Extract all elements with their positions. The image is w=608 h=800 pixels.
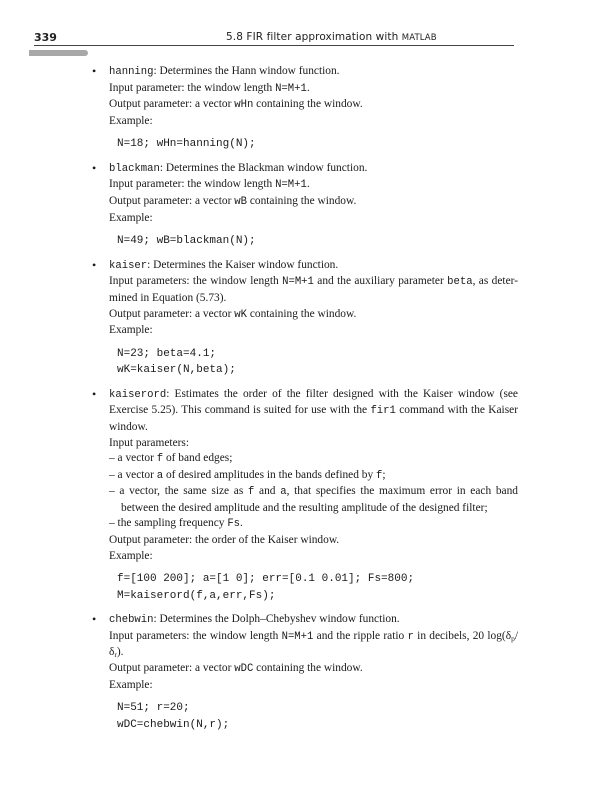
input-text: Input parameters: the window length (109, 629, 282, 642)
dash: – (109, 485, 115, 498)
output-text: Output parameter: a vector (109, 307, 235, 320)
output-line (109, 97, 518, 114)
item-text: the sampling frequency (114, 517, 228, 530)
code-block (117, 346, 518, 379)
subscript-p: p (511, 633, 515, 643)
entry-heading (109, 612, 518, 629)
code-block (117, 700, 518, 733)
list-item (109, 516, 518, 533)
bullet-icon: • (92, 64, 97, 78)
input-mid: and the ripple ratio (313, 629, 408, 642)
entry-heading (109, 64, 518, 81)
output-line (109, 307, 518, 324)
output-var: wHn (234, 99, 254, 112)
output-text: Output parameter: a vector (109, 662, 235, 675)
code-line: wK=kaiser(N,beta); (117, 364, 236, 377)
item-var: a (280, 486, 287, 499)
input-var: N=M+1 (281, 630, 314, 643)
dash: – (109, 517, 115, 530)
dash: – (109, 468, 115, 481)
input-label: Input parameters: (109, 436, 190, 449)
entry-kaiserord (92, 387, 518, 605)
input-line (109, 177, 518, 194)
header-rule (34, 45, 514, 46)
output-suffix: containing the window. (246, 195, 357, 208)
output-var: wB (234, 196, 247, 209)
command-name: blackman (109, 162, 160, 175)
output-line: Output parameter: the order of the Kaiser window. (109, 534, 340, 547)
input-mid2: in decibels, 20 log(δ (413, 629, 512, 642)
code-line: f=[100 200]; a=[1 0]; err=[0.1 0.01]; Fs=800; (117, 573, 415, 586)
running-head (226, 31, 437, 43)
input-var: N=M+1 (282, 276, 314, 289)
input-suffix: . (306, 81, 310, 94)
code-line: N=51; r=20; (117, 702, 190, 715)
input-text: Input parameter: the window length (109, 178, 276, 191)
item-var: a (156, 469, 164, 482)
command-description: : Determines the Dolph–Chebyshev window function. (153, 613, 400, 626)
running-head-matlab: MATLAB (401, 33, 437, 43)
item-var: f (156, 453, 164, 466)
item-text: a vector, the same size as (114, 485, 248, 498)
command-name: kaiserord (109, 388, 167, 401)
item-text: a vector (114, 468, 157, 481)
code-line: N=23; beta=4.1; (117, 347, 217, 360)
page-header (34, 31, 514, 47)
output-suffix: containing the window. (246, 307, 357, 320)
entry-kaiser (92, 258, 518, 379)
delta-ratio: /δ (109, 629, 519, 659)
output-var: wDC (234, 663, 254, 676)
item-text: , that specifies the maximum error in each band between the desired amplitude and the resulting amplitude of the designed filter; (121, 485, 518, 514)
chapter-thumb-tab (29, 50, 88, 56)
input-var-beta: beta (447, 276, 473, 289)
command-description-end: command with the Kaiser window. (109, 404, 519, 433)
dash: – (109, 452, 115, 465)
example-label: Example: (109, 549, 153, 562)
entry-heading (109, 161, 518, 178)
input-suffix: . (306, 178, 310, 191)
command-description: : Determines the Hann window function. (153, 65, 340, 77)
command-description: : Determines the Kaiser window function. (147, 258, 339, 271)
command-name: hanning (109, 66, 154, 78)
item-text: a vector (114, 452, 157, 465)
output-line (109, 194, 518, 211)
example-label: Example: (109, 211, 153, 224)
code-line: wDC=chebwin(N,r); (117, 718, 230, 731)
running-head-text: 5.8 FIR filter approximation with (226, 31, 402, 43)
item-var: f (376, 469, 383, 482)
command-description: : Estimates the order of the filter designed with the Kaiser window (see Exercise 5.25). This command is suited for use with the (109, 387, 518, 417)
entry-heading (109, 258, 518, 275)
page-number: 339 (34, 31, 57, 44)
input-var-r: r (407, 630, 414, 643)
list-item (109, 484, 518, 516)
input-text: Input parameters: the window length (109, 275, 283, 288)
output-suffix: containing the window. (253, 662, 363, 675)
entry-blackman (92, 161, 518, 250)
item-text: of desired amplitudes in the bands defined by (163, 468, 377, 481)
example-label: Example: (109, 114, 153, 127)
list-item (109, 468, 518, 485)
command-name: chebwin (109, 614, 154, 627)
subscript-r: r (114, 650, 117, 660)
input-suffix: , as deter-mined in Equation (5.73). (109, 275, 518, 304)
input-paragraph (109, 629, 518, 661)
output-var: wK (234, 308, 247, 321)
bullet-icon: • (92, 257, 97, 272)
example-label: Example: (109, 678, 153, 691)
code-line: N=18; wHn=hanning(N); (117, 138, 256, 151)
main-content (92, 64, 518, 741)
bullet-icon: • (92, 386, 97, 401)
code-block (117, 571, 518, 604)
list-item (109, 451, 518, 468)
entry-heading (109, 387, 518, 436)
bullet-icon: • (92, 160, 97, 175)
input-text: Input parameter: the window length (109, 81, 276, 94)
description-var: fir1 (370, 405, 396, 418)
item-text: and (254, 485, 281, 498)
input-var: N=M+1 (275, 179, 307, 192)
item-var: Fs (227, 518, 241, 531)
example-label: Example: (109, 324, 153, 337)
entry-chebwin (92, 612, 518, 733)
entry-hanning (92, 64, 518, 153)
input-paragraph (109, 274, 518, 306)
item-text: ; (382, 468, 386, 481)
command-description: : Determines the Blackman window function. (159, 161, 368, 174)
output-text: Output parameter: a vector (109, 195, 235, 208)
code-line: M=kaiserord(f,a,err,Fs); (117, 589, 276, 602)
output-line (109, 661, 518, 678)
output-text: Output parameter: a vector (109, 98, 235, 111)
input-mid: and the auxiliary parameter (313, 275, 448, 288)
item-var: f (248, 486, 255, 499)
input-var: N=M+1 (275, 82, 307, 95)
command-name: kaiser (109, 259, 148, 272)
item-text: . (240, 517, 243, 530)
input-suffix: ). (116, 646, 124, 659)
item-text: of band edges; (163, 452, 233, 465)
input-line (109, 81, 518, 98)
bullet-icon: • (92, 612, 97, 627)
code-line: N=49; wB=blackman(N); (117, 235, 256, 248)
output-suffix: containing the window. (253, 98, 363, 111)
